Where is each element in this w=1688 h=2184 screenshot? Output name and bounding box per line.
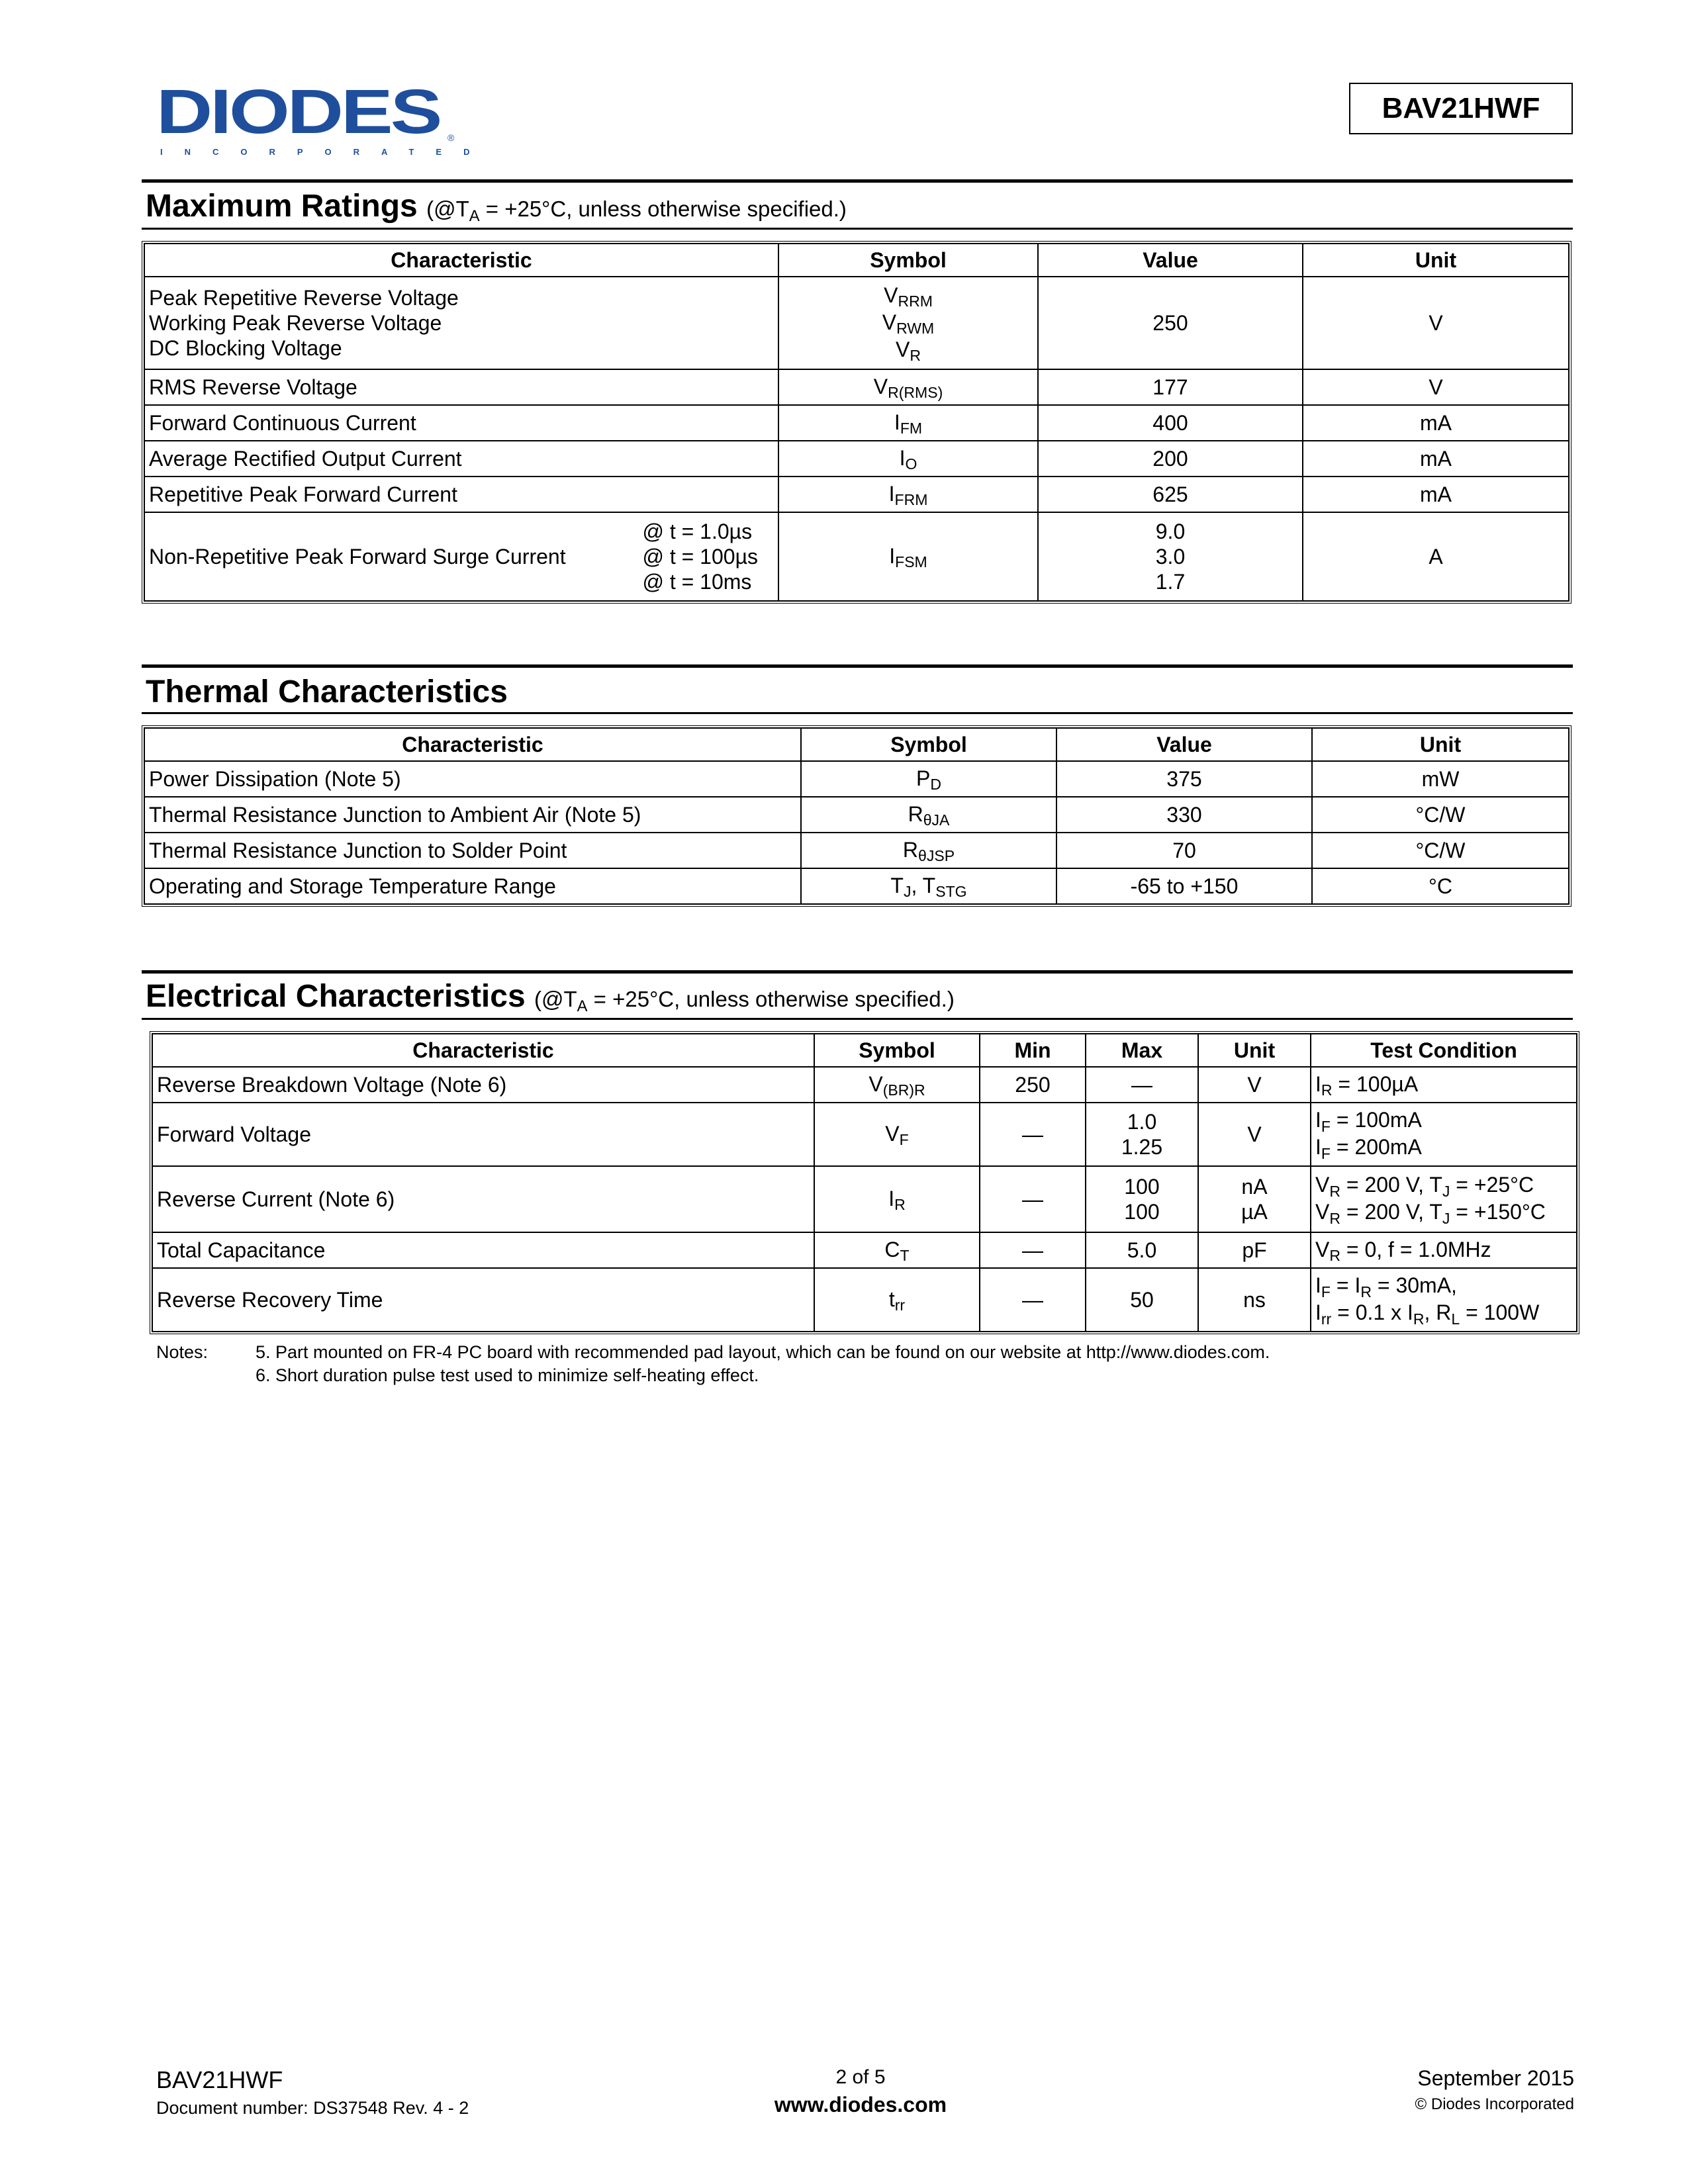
char-cell: Total Capacitance xyxy=(152,1232,814,1268)
char-cell: Reverse Recovery Time xyxy=(152,1268,814,1332)
max-ratings-heading: Maximum Ratings xyxy=(146,189,418,224)
value-cell: 330 xyxy=(1056,797,1312,833)
value-cell: 375 xyxy=(1056,761,1312,797)
test-condition-cell: $I_R = 100\mu A$ xyxy=(1311,1067,1577,1103)
logo-wordmark: DIODES xyxy=(156,77,440,147)
table-row xyxy=(144,277,1569,369)
col-characteristic: Characteristic xyxy=(144,728,801,761)
max-cell: — xyxy=(1086,1067,1198,1103)
logo-subtext: INCORPORATED xyxy=(160,147,492,157)
surge-conditions: @ t = 1.0µs @ t = 100µs @ t = 10ms xyxy=(642,520,758,594)
max-cell: 50 xyxy=(1086,1268,1198,1332)
symbol-cell: $I_O$ xyxy=(778,441,1038,477)
electrical-table xyxy=(150,1031,1579,1334)
max-ratings-condition: ($@T_A = +25^\circ C$, unless otherwise specified.) xyxy=(426,197,847,226)
footer-date: September 2015 xyxy=(1417,2066,1574,2090)
col-value: Value xyxy=(1056,728,1312,761)
value-cell: 177 xyxy=(1038,369,1303,405)
col-test-condition: Test Condition xyxy=(1311,1034,1577,1067)
unit-cell: °C/W xyxy=(1312,833,1569,868)
symbol-cell: $V_{(BR)R}$ xyxy=(814,1067,980,1103)
min-cell: — xyxy=(980,1268,1086,1332)
unit-cell: V xyxy=(1198,1103,1311,1166)
char-cell: Forward Voltage xyxy=(152,1103,814,1166)
symbol-cell: $T_J$, $T_{STG}$ xyxy=(801,868,1056,904)
section-rule xyxy=(142,228,1573,230)
value-cell: 250 xyxy=(1038,277,1303,369)
symbol-cell: $V_{R(RMS)}$ xyxy=(778,369,1038,405)
table-header-row xyxy=(152,1034,1577,1067)
section-rule xyxy=(142,970,1573,974)
section-rule xyxy=(142,179,1573,183)
max-cell: 1.0 1.25 xyxy=(1086,1103,1198,1166)
col-min: Min xyxy=(980,1034,1086,1067)
col-unit: Unit xyxy=(1198,1034,1311,1067)
note-item: 5. Part mounted on FR-4 PC board with recommended pad layout, which can be found on our website at http://www.diodes.com. xyxy=(256,1342,1270,1362)
unit-cell: mW xyxy=(1312,761,1569,797)
symbol-cell: $R_{\theta JA}$ xyxy=(801,797,1056,833)
col-symbol: Symbol xyxy=(801,728,1056,761)
table-header-row xyxy=(144,244,1569,277)
footer-copyright: © Diodes Incorporated xyxy=(1415,2095,1574,2113)
symbol-cell: $I_{FSM}$ xyxy=(778,512,1038,601)
char-cell: Reverse Current (Note 6) xyxy=(152,1166,814,1232)
section-rule xyxy=(142,712,1573,714)
col-characteristic: Characteristic xyxy=(152,1034,814,1067)
table-header-row xyxy=(144,728,1569,761)
char-cell: Reverse Breakdown Voltage (Note 6) xyxy=(152,1067,814,1103)
table-row xyxy=(144,405,1569,441)
max-ratings-title xyxy=(146,188,847,224)
max-cell: 100 100 xyxy=(1086,1166,1198,1232)
unit-cell: ns xyxy=(1198,1268,1311,1332)
thermal-title: Thermal Characteristics xyxy=(146,674,508,709)
char-cell: Operating and Storage Temperature Range xyxy=(144,868,801,904)
value-cell: 9.0 3.0 1.7 xyxy=(1038,512,1303,601)
table-row xyxy=(144,761,1569,797)
symbol-cell: $V_F$ xyxy=(814,1103,980,1166)
char-cell: Forward Continuous Current xyxy=(144,405,778,441)
col-unit: Unit xyxy=(1303,244,1569,277)
symbol-cell: $R_{\theta JSP}$ xyxy=(801,833,1056,868)
unit-cell: pF xyxy=(1198,1232,1311,1268)
section-rule xyxy=(142,1018,1573,1020)
symbol-cell: $P_D$ xyxy=(801,761,1056,797)
table-row xyxy=(144,833,1569,868)
table-row xyxy=(144,369,1569,405)
min-cell: — xyxy=(980,1103,1086,1166)
electrical-condition: ($@T_A = +25^\circ C$, unless otherwise specified.) xyxy=(534,987,955,1016)
footer-website-link[interactable]: www.diodes.com xyxy=(774,2093,947,2116)
notes-label: Notes: xyxy=(156,1342,209,1362)
char-cell: Thermal Resistance Junction to Ambient Air (Note 5) xyxy=(144,797,801,833)
symbol-cell: $V_{RRM}$ $V_{RWM}$ $V_R$ xyxy=(778,277,1038,369)
symbol-cell: $I_{FM}$ xyxy=(778,405,1038,441)
unit-cell: A xyxy=(1303,512,1569,601)
part-number-box: BAV21HWF xyxy=(1349,83,1573,134)
value-cell: 400 xyxy=(1038,405,1303,441)
electrical-title xyxy=(146,978,955,1015)
col-symbol: Symbol xyxy=(814,1034,980,1067)
symbol-cell: $I_R$ xyxy=(814,1166,980,1232)
col-value: Value xyxy=(1038,244,1303,277)
col-max: Max xyxy=(1086,1034,1198,1067)
col-unit: Unit xyxy=(1312,728,1569,761)
table-row xyxy=(152,1232,1577,1268)
table-row xyxy=(144,477,1569,512)
table-row xyxy=(144,797,1569,833)
table-row xyxy=(144,868,1569,904)
table-row xyxy=(152,1067,1577,1103)
electrical-heading: Electrical Characteristics xyxy=(146,979,526,1014)
char-cell: Power Dissipation (Note 5) xyxy=(144,761,801,797)
symbol-cell: $C_T$ xyxy=(814,1232,980,1268)
footer-doc-number: Document number: DS37548 Rev. 4 - 2 xyxy=(156,2098,469,2118)
test-condition-cell: $V_R = 0$, f = 1.0MHz xyxy=(1311,1232,1577,1268)
value-cell: 70 xyxy=(1056,833,1312,868)
value-cell: 625 xyxy=(1038,477,1303,512)
footer-page-number: 2 of 5 xyxy=(835,2066,886,2088)
test-condition-cell: $V_R = 200$ V, $T_J = +25^\circ C$ $V_R = 200$ V, $T_J = +150^\circ C$ xyxy=(1311,1166,1577,1232)
value-cell: 200 xyxy=(1038,441,1303,477)
max-cell: 5.0 xyxy=(1086,1232,1198,1268)
table-row xyxy=(152,1166,1577,1232)
test-condition-cell: $I_F = I_R = 30mA$, $I_{rr} = 0.1$ x $I_R$, $R_L = 100W$ xyxy=(1311,1268,1577,1332)
unit-cell: V xyxy=(1303,277,1569,369)
min-cell: — xyxy=(980,1232,1086,1268)
max-ratings-table xyxy=(142,241,1571,604)
value-cell: -65 to +150 xyxy=(1056,868,1312,904)
unit-cell: °C/W xyxy=(1312,797,1569,833)
char-cell xyxy=(144,512,778,601)
unit-cell: °C xyxy=(1312,868,1569,904)
section-rule xyxy=(142,664,1573,668)
table-row xyxy=(152,1103,1577,1166)
char-cell: Average Rectified Output Current xyxy=(144,441,778,477)
char-cell: RMS Reverse Voltage xyxy=(144,369,778,405)
unit-cell: V xyxy=(1303,369,1569,405)
table-row xyxy=(152,1268,1577,1332)
note-item: 6. Short duration pulse test used to minimize self-heating effect. xyxy=(256,1365,759,1385)
symbol-cell: $t_{rr}$ xyxy=(814,1268,980,1332)
char-cell: Thermal Resistance Junction to Solder Point xyxy=(144,833,801,868)
symbol-cell: $I_{FRM}$ xyxy=(778,477,1038,512)
min-cell: — xyxy=(980,1166,1086,1232)
thermal-table xyxy=(142,725,1571,907)
unit-cell: mA xyxy=(1303,405,1569,441)
unit-cell: nA µA xyxy=(1198,1166,1311,1232)
table-row xyxy=(144,512,1569,601)
notes-list xyxy=(256,1341,1270,1387)
unit-cell: V xyxy=(1198,1067,1311,1103)
diodes-logo xyxy=(156,77,492,160)
min-cell: 250 xyxy=(980,1067,1086,1103)
char-cell: Repetitive Peak Forward Current xyxy=(144,477,778,512)
col-characteristic: Characteristic xyxy=(144,244,778,277)
footer-part-number: BAV21HWF xyxy=(156,2066,283,2093)
unit-cell: mA xyxy=(1303,477,1569,512)
surge-label: Non-Repetitive Peak Forward Surge Current xyxy=(149,545,566,569)
logo-registered-mark: ® xyxy=(447,132,455,143)
char-cell: Peak Repetitive Reverse Voltage Working Peak Reverse Voltage DC Blocking Voltage xyxy=(144,277,778,369)
table-row xyxy=(144,441,1569,477)
test-condition-cell: $I_F = 100mA$ $I_F = 200mA$ xyxy=(1311,1103,1577,1166)
col-symbol: Symbol xyxy=(778,244,1038,277)
unit-cell: mA xyxy=(1303,441,1569,477)
